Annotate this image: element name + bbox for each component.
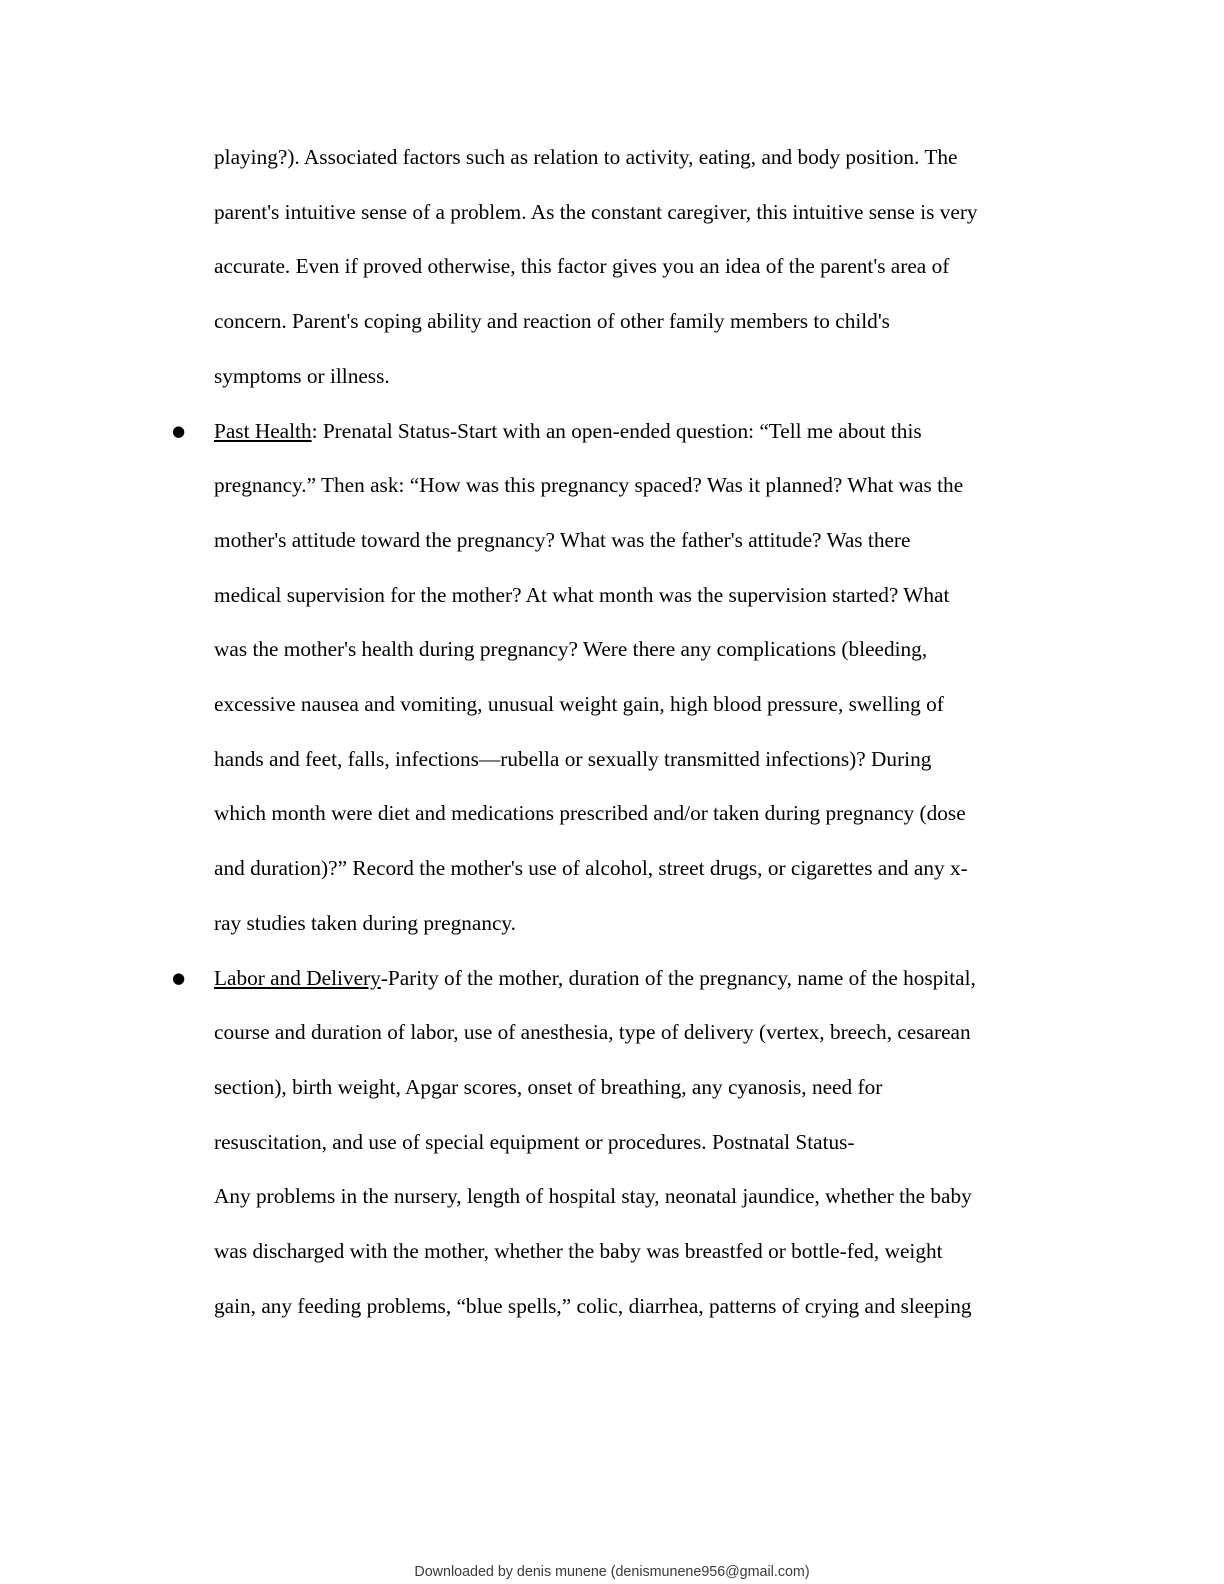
text-line: parent's intuitive sense of a problem. As the constant caregiver, this intuitive sense is very <box>214 199 978 224</box>
text-line: hands and feet, falls, infections—rubella or sexually transmitted infections)? During <box>214 746 932 771</box>
text-line: which month were diet and medications prescribed and/or taken during pregnancy (dose <box>214 801 966 826</box>
text-line: was the mother's health during pregnancy? Were there any complications (bleeding, <box>214 637 928 662</box>
text-line: resuscitation, and use of special equipment or procedures. Postnatal Status- <box>214 1129 855 1154</box>
text-line: pregnancy.” Then ask: “How was this pregnancy spaced? Was it planned? What was the <box>214 473 964 498</box>
text-line: section), birth weight, Apgar scores, onset of breathing, any cyanosis, need for <box>214 1074 883 1099</box>
text-line: : Prenatal Status-Start with an open-ended question: “Tell me about this <box>311 418 922 443</box>
bullet-icon: ● <box>172 968 186 987</box>
text-line: playing?). Associated factors such as relation to activity, eating, and body position. The <box>214 145 958 169</box>
text-line: accurate. Even if proved otherwise, this factor gives you an idea of the parent's area of <box>214 254 950 279</box>
continuation-paragraph <box>214 130 1084 404</box>
text-line: and duration)?” Record the mother's use of alcohol, street drugs, or cigarettes and any x- <box>214 856 968 881</box>
list-item-past-health <box>172 404 1084 951</box>
text-line: was discharged with the mother, whether the baby was breastfed or bottle-fed, weight <box>214 1239 943 1264</box>
text-line: course and duration of labor, use of anesthesia, type of delivery (vertex, breech, cesarean <box>214 1020 971 1045</box>
text-line: gain, any feeding problems, “blue spells,” colic, diarrhea, patterns of crying and sleeping <box>214 1293 972 1318</box>
text-line: -Parity of the mother, duration of the pregnancy, name of the hospital, <box>380 965 976 990</box>
text-line: excessive nausea and vomiting, unusual weight gain, high blood pressure, swelling of <box>214 692 944 717</box>
section-heading: Labor and Delivery <box>214 965 381 990</box>
list-item-labor-and-delivery <box>172 951 1084 1334</box>
document-body <box>172 130 1084 1333</box>
bullet-icon: ● <box>172 421 186 440</box>
download-footer: Downloaded by denis munene (denismunene956@gmail.com) <box>414 1564 810 1580</box>
text-line: symptoms or illness. <box>214 363 390 388</box>
text-line: mother's attitude toward the pregnancy? What was the father's attitude? Was there <box>214 527 911 552</box>
text-line: concern. Parent's coping ability and reaction of other family members to child's <box>214 309 890 334</box>
text-line: ray studies taken during pregnancy. <box>214 910 517 935</box>
text-line: medical supervision for the mother? At what month was the supervision started? What <box>214 582 950 607</box>
text-line: Any problems in the nursery, length of hospital stay, neonatal jaundice, whether the baby <box>214 1184 972 1209</box>
section-heading: Past Health <box>214 418 312 443</box>
